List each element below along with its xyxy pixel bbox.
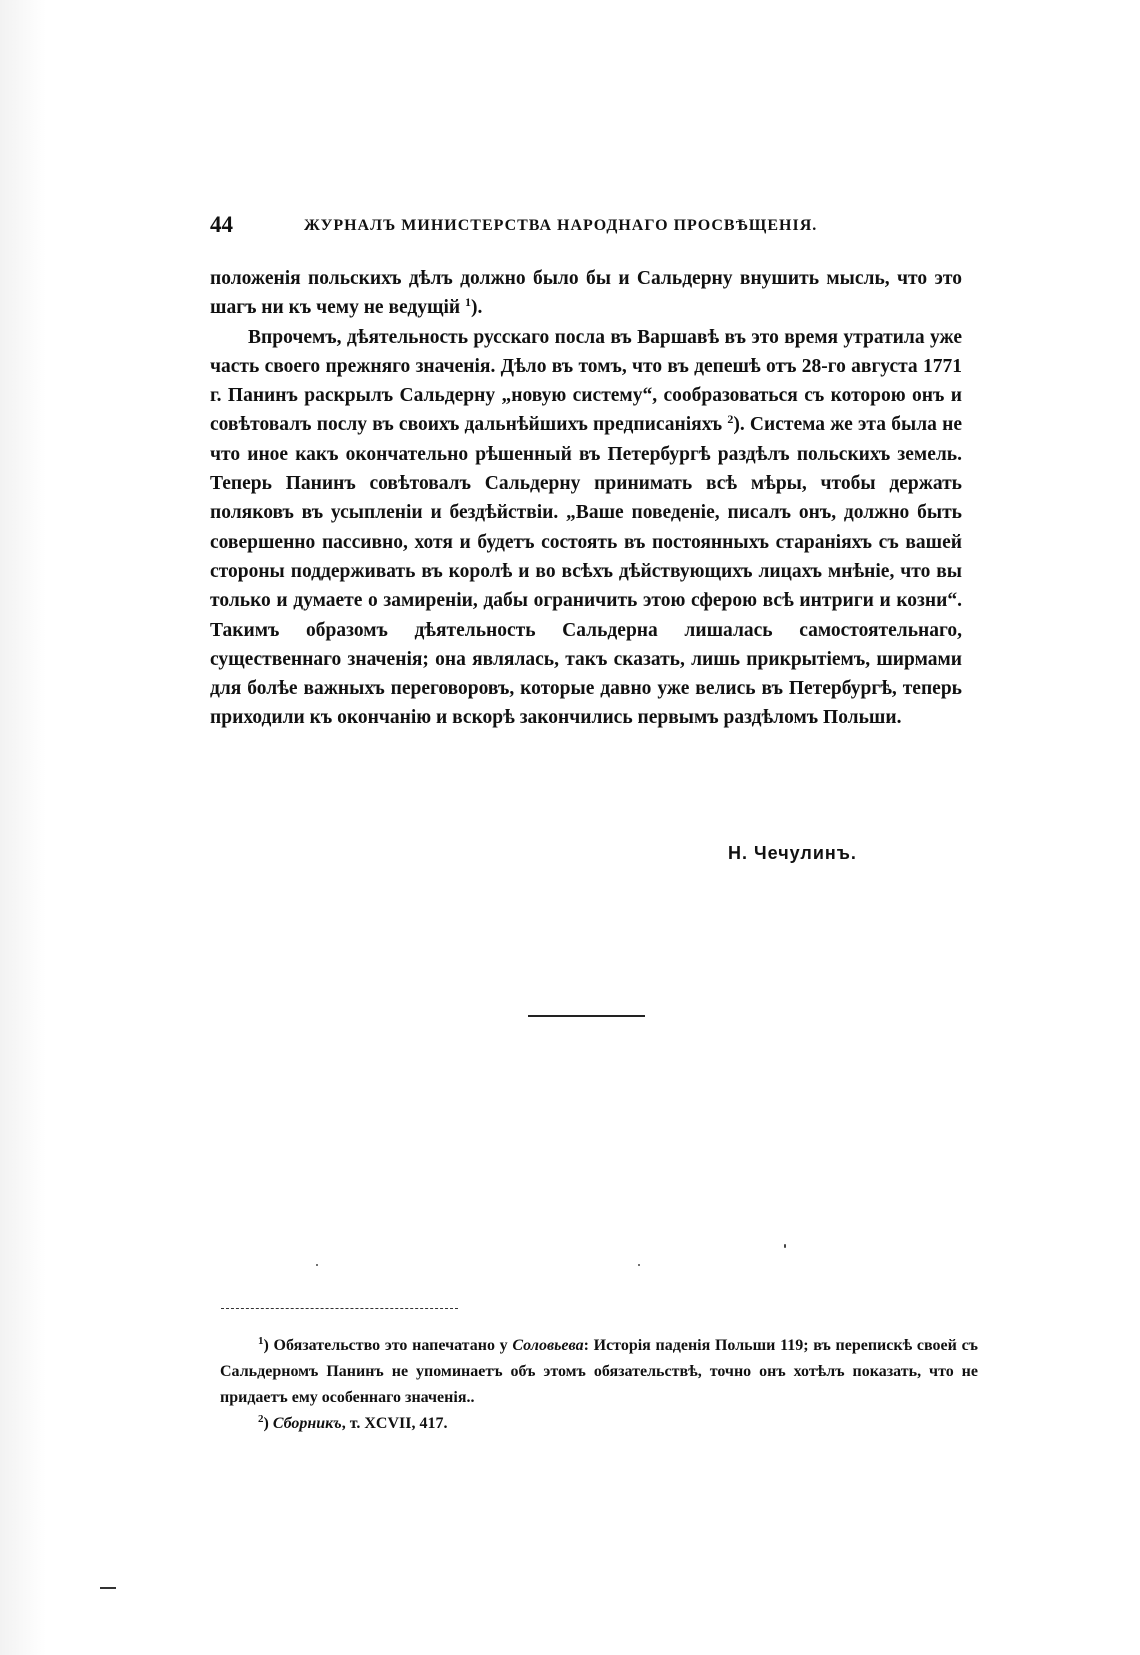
footnotes — [220, 1333, 978, 1437]
paragraph-2-text-a: Впрочемъ, дѣятельность русскаго посла въ Варшавѣ въ это время утратила уже часть своего прежняго значенія. Дѣло въ томъ, что въ депешѣ отъ 28-го августа 1771 г. Панинъ раскрылъ Сальдерну „новую систему“, сообразоваться съ которою онъ и совѣтовалъ послу въ своихъ дальнѣйшихъ предписаніяхъ — [210, 326, 962, 436]
main-text — [210, 264, 962, 733]
scan-speck — [638, 1264, 640, 1266]
scan-speck — [784, 1244, 786, 1248]
paragraph-1-text: положенія польскихъ дѣлъ должно было бы и Сальдерну внушить мысль, что это шагъ ни къ чему не ведущій — [210, 268, 962, 319]
footnote-separator — [221, 1308, 458, 1309]
footnote-2 — [220, 1411, 978, 1437]
footnote-ref-2[interactable]: 2 — [727, 412, 734, 427]
footnote-ref-1[interactable]: 1 — [465, 295, 471, 310]
footnote-1-marker: 1 — [258, 1335, 264, 1347]
running-head: ЖУРНАЛЪ МИНИСТЕРСТВА НАРОДНАГО ПРОСВѢЩЕНІЯ. — [304, 217, 818, 234]
page-number: 44 — [210, 212, 233, 237]
footnote-2-rest: , т. XCVII, 417. — [341, 1415, 448, 1432]
paragraph-1 — [210, 264, 962, 323]
scan-speck — [316, 1264, 318, 1266]
footnote-2-marker: 2 — [258, 1413, 264, 1425]
footnote-1-rest: : Исторія паденія Польши 119; въ перепискѣ своей съ Сальдерномъ Панинъ не упоминаетъ объ этомъ обязательствѣ, точно онъ хотѣлъ показать, что не придаетъ ему особеннаго значенія.. — [220, 1337, 979, 1406]
page-header — [210, 212, 970, 242]
footnote-1 — [220, 1333, 978, 1411]
paragraph-2-text-b: ). Система же эта была не что иное какъ окончательно рѣшенный въ Петербургѣ раздѣлъ польскихъ земель. Теперь Панинъ совѣтовалъ Сальдерну принимать всѣ мѣры, чтобы держать поляковъ въ усыпленіи и бездѣйствіи. „Ваше поведеніе, писалъ онъ, должно быть совершенно пассивно, хотя и будетъ состоять въ постоянныхъ стараніяхъ съ вашей стороны поддерживать въ королѣ и во всѣхъ дѣйствующихъ лицахъ мнѣніе, что вы только и думаете о замиреніи, дабы ограничить этою сферою всѣ интриги и козни“. Такимъ образомъ дѣятельность Сальдерна лишалась самостоятельнаго, существеннаго значенія; она являлась, такъ сказать, лишь прикрытіемъ, ширмами для болѣе важныхъ переговоровъ, которые давно уже велись въ Петербургѣ, теперь приходили къ окончанію и вскорѣ закончились первымъ раздѣломъ Польши. — [210, 414, 963, 729]
margin-mark — [100, 1587, 116, 1589]
paragraph-2 — [210, 323, 962, 733]
footnote-1-lead: ) Обязательство это напечатано у — [263, 1337, 513, 1354]
footnote-2-title: Сборникъ — [272, 1415, 342, 1432]
author-signature: Н. Чечулинъ. — [728, 843, 857, 863]
paragraph-1-tail: ). — [471, 297, 483, 319]
scan-edge-shadow — [0, 0, 46, 1655]
footnote-2-lead: ) — [263, 1415, 273, 1432]
footnote-1-author: Соловьева — [512, 1337, 584, 1354]
section-end-rule — [528, 1015, 645, 1017]
